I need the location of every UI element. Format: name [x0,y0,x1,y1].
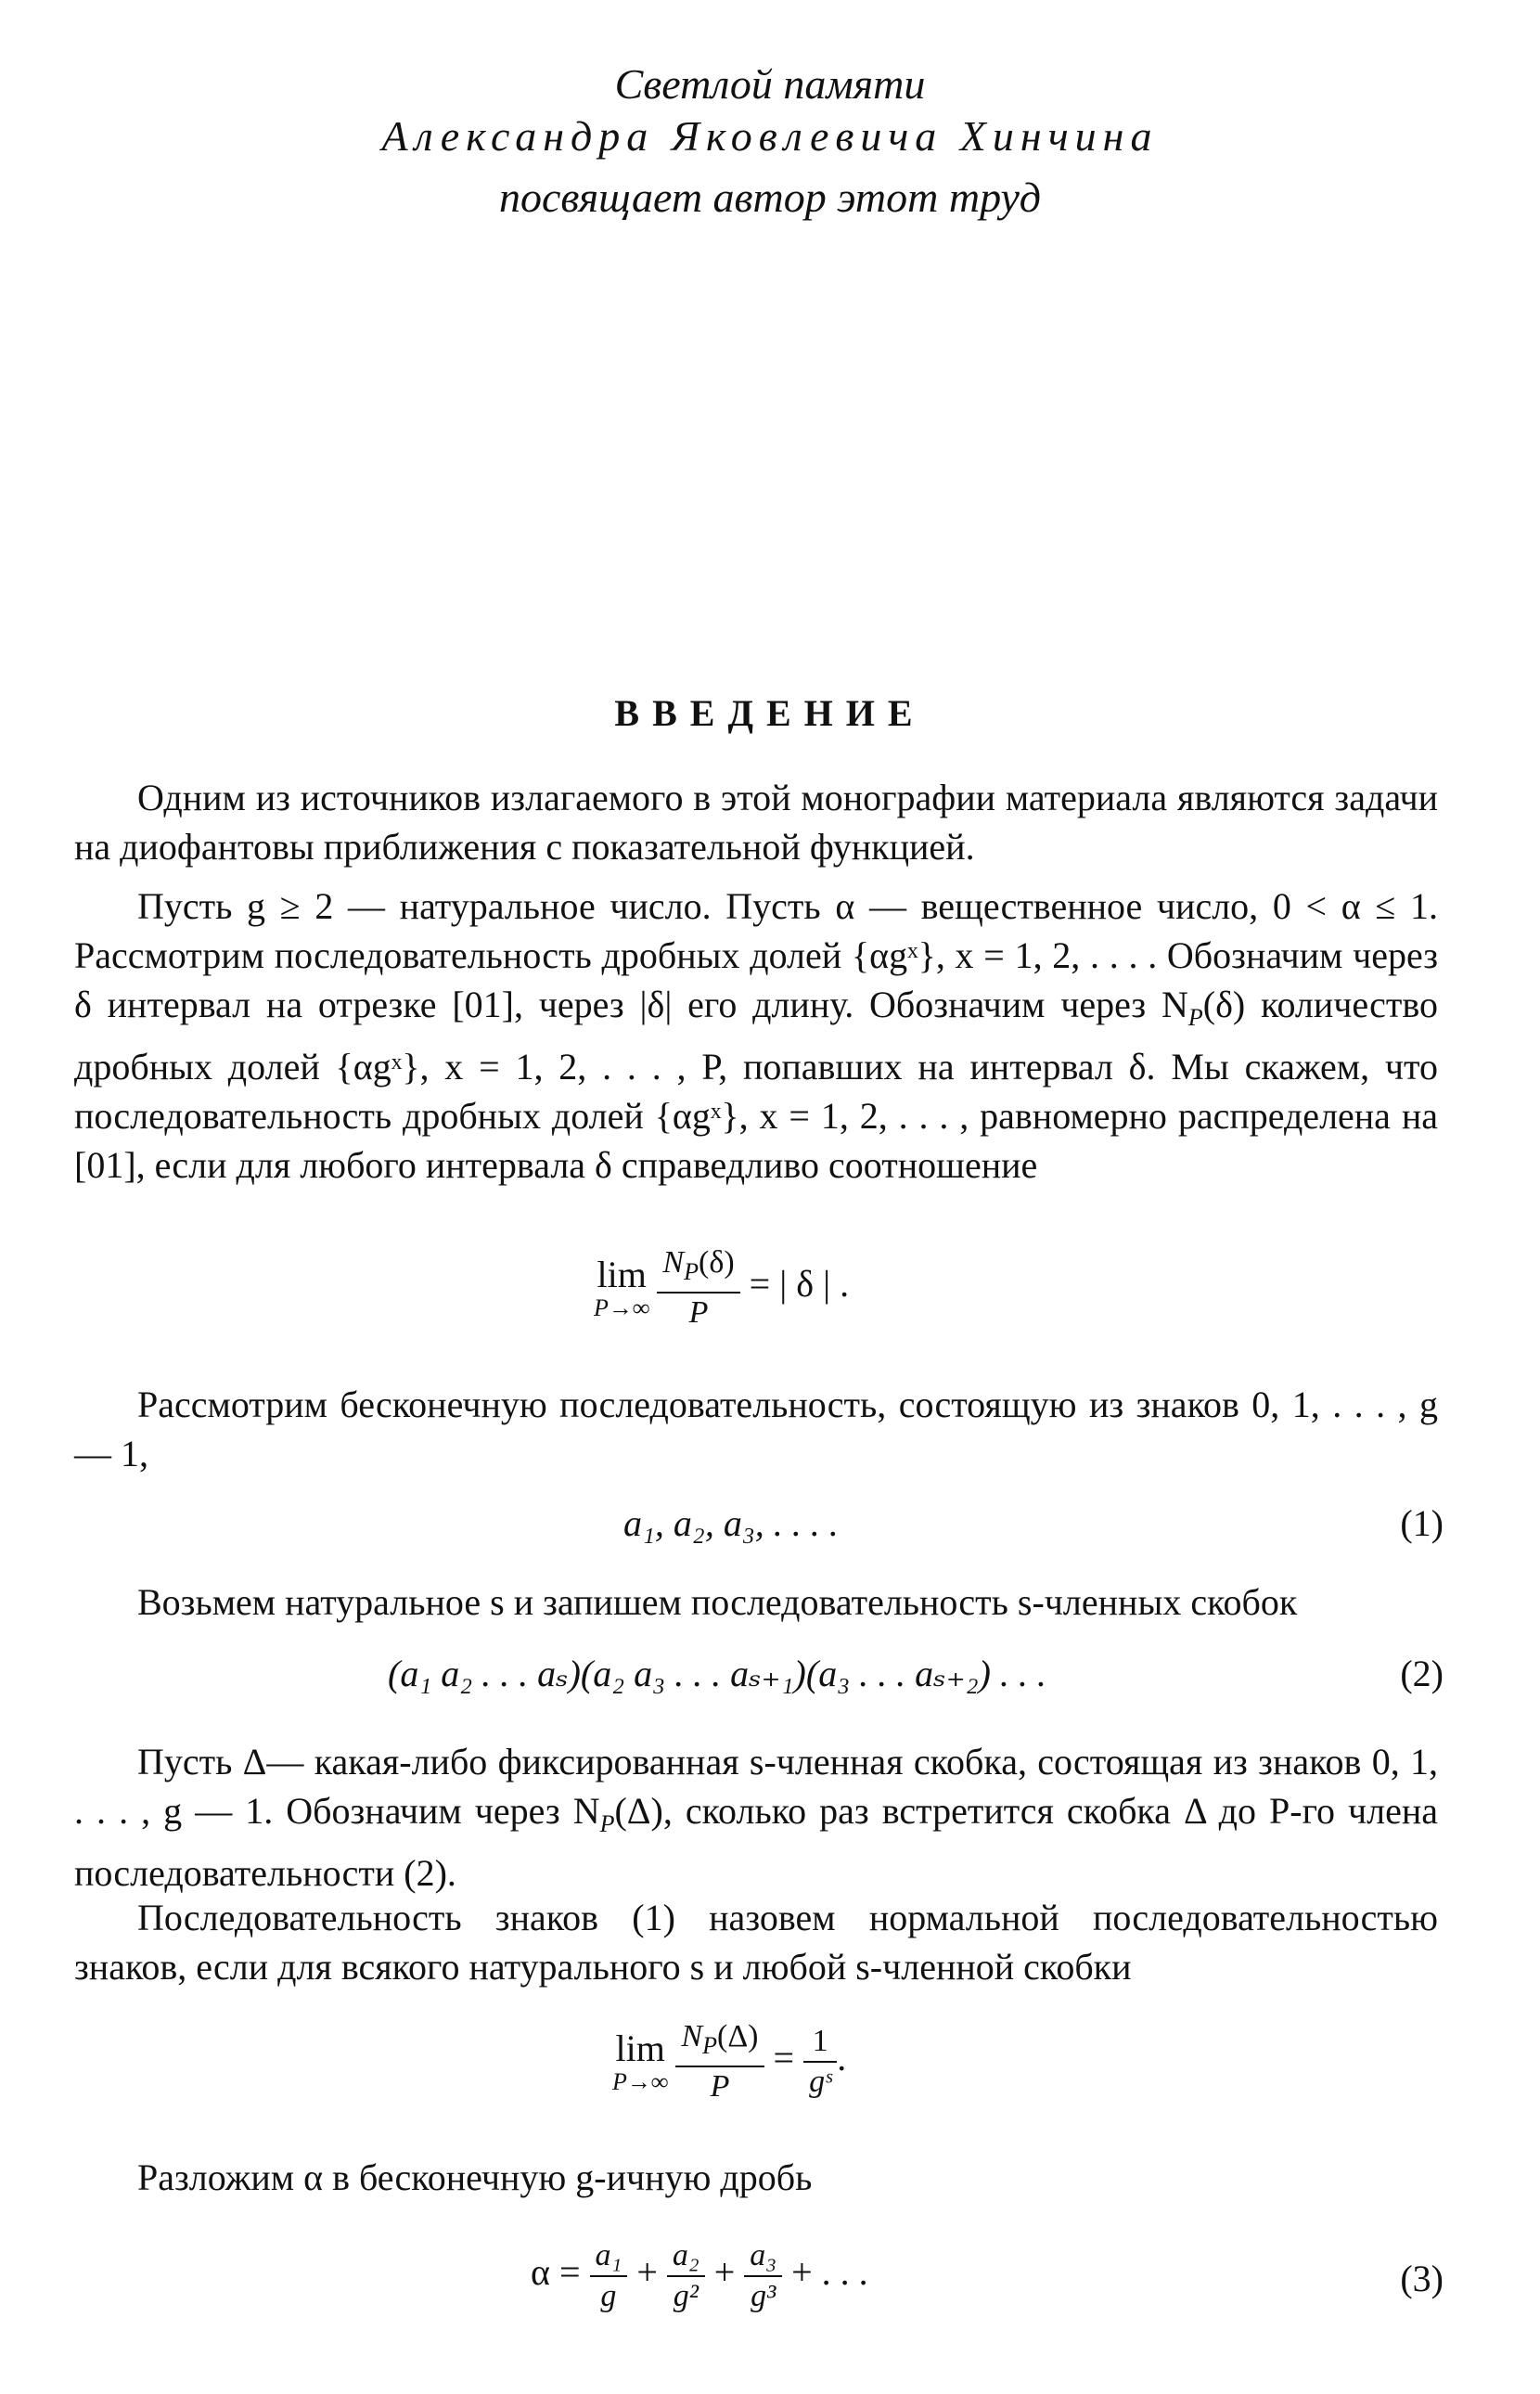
limit-operator [594,1255,649,1321]
equation-number-3: (3) [1400,2258,1444,2299]
dedication-name: Александра Яковлевича Хинчина [381,112,1159,160]
paragraph-delta [74,1737,1438,1898]
formula-uniform-distribution [594,1243,849,1332]
paragraph-2-part-b: (δ) количество дробных долей {αgˣ}, x = 1, 2, . . . , P, попавших на интервал δ. Мы скажем, что последовательность дробных долей {αgˣ}, x = 1, 2, . . . , равномерно распределена на [01], если для любого интервала δ справедливо соотношение [74,984,1438,1186]
formula-normal-sequence [612,2017,846,2106]
paragraph-normal [74,1893,1438,1991]
formula-1-text: a₁, a₂, a₃, . . . . [623,1502,839,1544]
denominator-symbol: P [710,2068,730,2104]
fraction-numerator [657,1243,739,1294]
equation-number-1: (1) [1400,1502,1444,1544]
term-2 [667,2236,705,2316]
numerator-argument: (δ) [699,1245,735,1280]
formula-expansion-3 [531,2236,868,2316]
numerator-subscript: P [702,2031,717,2059]
paragraph-3: Рассмотрим бесконечную последовательность, состоящую из знаков 0, 1, . . . , g — 1, [74,1384,1438,1474]
paragraph-7: Разложим α в бесконечную g-ичную дробь [137,2156,813,2198]
numerator-argument: (Δ) [717,2019,759,2053]
paragraph-2-subscript: P [1187,1004,1203,1031]
formula-sequence-1 [623,1501,839,1545]
formula-period: . [837,2037,847,2079]
paragraph-5-part-b: (Δ), сколько раз встретится скобка Δ до P-го члена последовательности (2). [74,1790,1439,1894]
paragraph-5-subscript: P [599,1810,615,1837]
term-3-denominator-text: g³ [751,2279,776,2313]
equals-sign: = [773,2037,795,2079]
term-2-denominator-text: g² [673,2279,699,2313]
fraction-right-numerator: 1 [803,2022,837,2063]
paragraph-5 [74,1737,1438,1898]
term-2-numerator-text: a₂ [672,2238,699,2272]
term-2-denominator [667,2277,705,2316]
plus-sign-2: + [713,2251,736,2294]
section-heading: ВВЕДЕНИЕ [614,692,926,734]
limit-label: lim [615,2027,665,2069]
fraction [675,2017,764,2106]
term-2-numerator [667,2236,705,2277]
dedication-line-3: посвящает автор этот труд [498,174,1042,221]
limit-subscript: P→∞ [612,2067,669,2095]
paragraph-2-part-a: Пусть g ≥ 2 — натуральное число. Пусть α — вещественное число, 0 < α ≤ 1. Рассмотрим последовательность дробных долей {αgˣ}, x = 1, 2, . . . . Обозначим через δ интервал на отрезке [01], через |δ| его длину. Обозначим через N [74,885,1438,1025]
paragraph-expansion [74,2153,1438,2202]
paragraph-brackets [74,1577,1438,1627]
equation-number-2: (2) [1400,1653,1444,1694]
dedication-line-2 [0,106,1540,167]
term-1-numerator [590,2236,628,2277]
term-1-numerator-text: a₁ [595,2238,622,2272]
numerator-subscript: P [684,1257,699,1285]
paragraph-sequence [74,1380,1438,1478]
numerator-symbol: N [681,2019,703,2053]
paragraph-1: Одним из источников излагаемого в этой монографии материала являются задачи на диофантовы приближения с показательной функцией. [74,777,1438,868]
formula-rhs: = | δ | . [749,1263,850,1306]
fraction-numerator [675,2017,764,2067]
fraction-right [803,2022,837,2102]
term-1-denominator [590,2277,628,2316]
denominator-symbol: P [688,1294,709,1330]
paragraph-4: Возьмем натуральное s и запишем последовательность s-членных скобок [137,1581,1298,1623]
term-3-numerator [744,2236,782,2277]
limit-subscript: P→∞ [594,1294,650,1321]
term-1-denominator-text: g [600,2279,617,2313]
formula-2-text: (a₁ a₂ . . . aₛ)(a₂ a₃ . . . aₛ₊₁)(a₃ . . . aₛ₊₂) . . . [388,1653,1046,1694]
paragraph-6: Последовательность знаков (1) назовем нормальной последовательностью знаков, если для всякого натурального s и любой s-членной скобки [74,1897,1438,1988]
paragraph-intro [74,773,1438,871]
paragraph-definition [74,882,1438,1190]
paragraph-2 [74,882,1438,1190]
formula-brackets-2 [388,1652,1046,1695]
formula-lhs: α = [531,2251,581,2294]
limit-label: lim [597,1253,647,1295]
fraction-denominator [675,2067,764,2106]
term-3-numerator-text: a₃ [750,2238,777,2272]
term-3 [744,2236,782,2316]
plus-sign-1: + [636,2251,658,2294]
dedication-line-1: Светлой памяти [614,60,926,108]
fraction-right-denominator [803,2063,837,2102]
paragraph-5-part-a: Пусть Δ— какая-либо фиксированная s-членная скобка, состоящая из знаков 0, 1, . . . , g — 1. Обозначим через N [74,1741,1438,1832]
fraction [657,1243,739,1332]
series-tail: + . . . [791,2251,868,2294]
term-3-denominator [744,2277,782,2316]
fraction-right-denominator-text: gˢ [809,2064,832,2099]
term-1 [590,2236,628,2316]
fraction-denominator [657,1294,739,1332]
numerator-symbol: N [662,1245,685,1280]
limit-operator [612,2028,668,2095]
